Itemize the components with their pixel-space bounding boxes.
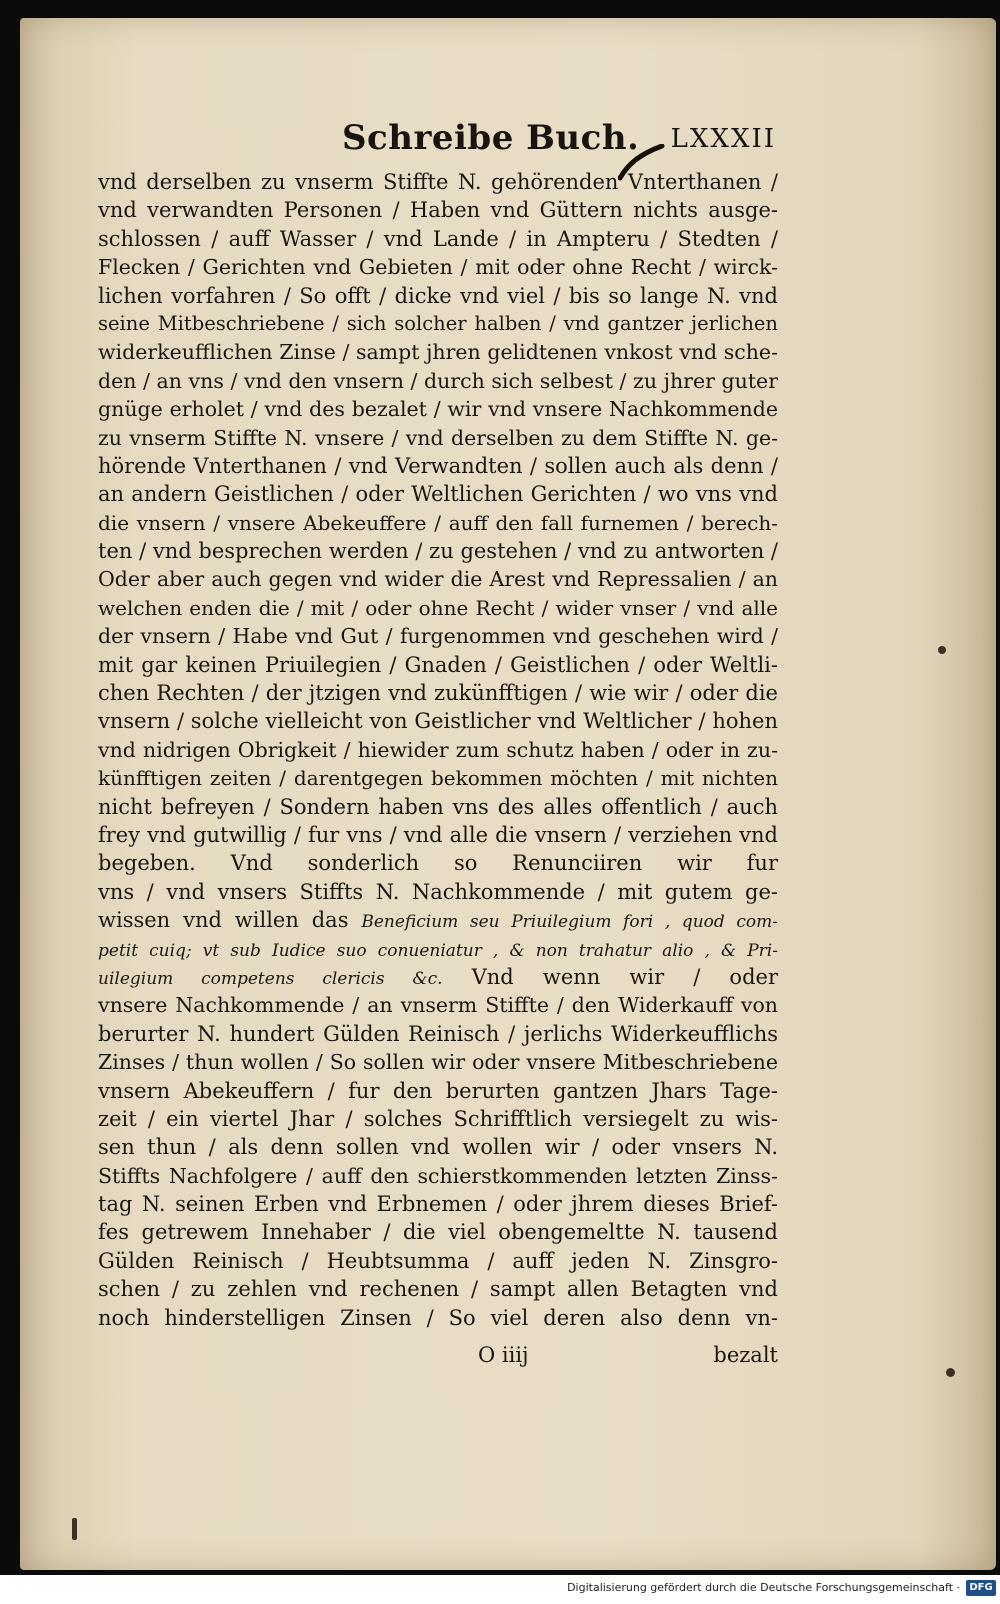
signature-mark: O iiij <box>478 1343 529 1367</box>
page-header <box>20 118 996 158</box>
text-line <box>98 168 778 196</box>
line-text: vnd derselben zu vnserm Stiffte N. gehörenden Vnterthanen / <box>98 170 778 194</box>
text-line <box>98 509 778 537</box>
line-text: vnsern / solche vielleicht von Geistlicher vnd Weltlicher / hohen <box>98 709 778 734</box>
text-line <box>98 991 778 1019</box>
text-line <box>98 338 778 366</box>
body-text <box>98 168 778 1332</box>
line-text: lichen vorfahren / So offt / dicke vnd viel / bis so lange N. vnd <box>98 283 778 308</box>
running-title: Schreibe Buch. <box>342 118 640 158</box>
text-line <box>98 821 778 849</box>
text-line <box>98 395 778 423</box>
text-line <box>98 935 778 963</box>
line-text: fes getrewem Innehaber / die viel obengemeltte N. tausend <box>98 1220 778 1245</box>
line-text: zu vnserm Stiffte N. vnsere / vnd derselben zu dem Stiffte N. ge- <box>98 425 778 450</box>
text-line <box>98 1190 778 1218</box>
text-line <box>98 282 778 310</box>
text-line <box>98 225 778 253</box>
speck <box>938 646 946 654</box>
line-text: Gülden Reinisch / Heubtsumma / auff jeden N. Zinsgro- <box>98 1248 778 1273</box>
line-text: Stiffts Nachfolgere / auff den schierstkommenden letzten Zinss- <box>98 1163 778 1188</box>
line-text: vnd nidrigen Obrigkeit / hiewider zum schutz haben / oder in zu- <box>98 737 778 762</box>
folio-number: LXXXII <box>670 124 776 154</box>
line-text: wissen vnd willen das <box>98 908 362 933</box>
line-text: sen thun / als denn sollen vnd wollen wir / oder vnsers N. <box>98 1135 778 1160</box>
line-text: gnüge erholet / vnd des bezalet / wir vnd vnsere Nachkommende <box>98 397 778 422</box>
text-line <box>98 906 778 934</box>
credit-text: Digitalisierung gefördert durch die Deutsche Forschungsgemeinschaft · <box>567 1581 960 1594</box>
text-line <box>98 849 778 877</box>
latin-text: uilegium competens clericis &c. <box>98 968 443 989</box>
text-line <box>98 1218 778 1246</box>
text-line <box>98 1020 778 1048</box>
line-text: tag N. seinen Erben vnd Erbnemen / oder jhrem dieses Brief- <box>98 1192 778 1217</box>
line-text: vnsere Nachkommende / an vnserm Stiffte / den Widerkauff von <box>98 993 778 1018</box>
text-line <box>98 480 778 508</box>
text-line <box>98 1304 778 1332</box>
text-line <box>98 1247 778 1275</box>
line-text: begeben. Vnd sonderlich so Renunciiren wir fur <box>98 851 778 876</box>
text-line <box>98 679 778 707</box>
line-text: frey vnd gutwillig / fur vns / vnd alle die vnsern / verziehen vnd <box>98 822 778 847</box>
text-line <box>98 736 778 764</box>
text-line <box>98 1162 778 1190</box>
text-line <box>98 793 778 821</box>
line-text: noch hinderstelligen Zinsen / So viel deren also denn vn- <box>98 1305 778 1330</box>
text-line <box>98 253 778 281</box>
line-text: die vnsern / vnsere Abekeuffere / auff den fall furnemen / berech- <box>98 510 778 535</box>
line-text: vnd verwandten Personen / Haben vnd Güttern nichts ausge- <box>98 198 778 223</box>
line-text: welchen enden die / mit / oder ohne Recht / wider vnser / vnd alle <box>98 595 778 620</box>
text-line <box>98 565 778 593</box>
text-line <box>98 622 778 650</box>
text-line <box>98 367 778 395</box>
line-text: der vnsern / Habe vnd Gut / furgenommen vnd geschehen wird / <box>98 624 778 649</box>
line-text: seine Mitbeschriebene / sich solcher halben / vnd gantzer jerlichen <box>98 311 778 335</box>
line-text: vns / vnd vnsers Stiffts N. Nachkommende / mit gutem ge- <box>98 879 778 904</box>
text-line <box>98 963 778 991</box>
text-line <box>98 764 778 792</box>
line-text: an andern Geistlichen / oder Weltlichen Gerichten / wo vns vnd <box>98 482 778 507</box>
line-text: Oder aber auch gegen vnd wider die Arest vnd Repressalien / an <box>98 567 778 592</box>
line-text: chen Rechten / der jtzigen vnd zukünfftigen / wie wir / oder die <box>98 681 778 706</box>
text-line <box>98 424 778 452</box>
text-line <box>98 1275 778 1303</box>
line-text: nicht befreyen / Sondern haben vns des alles offentlich / auch <box>98 794 778 819</box>
text-line <box>98 1105 778 1133</box>
text-line <box>98 1077 778 1105</box>
line-text: Flecken / Gerichten vnd Gebieten / mit oder ohne Recht / wirck- <box>98 255 778 280</box>
line-text: schen / zu zehlen vnd rechenen / sampt allen Betagten vnd <box>98 1277 778 1302</box>
speck <box>946 1368 955 1377</box>
line-text: künfftigen zeiten / darentgegen bekommen möchten / mit nichten <box>98 766 778 791</box>
latin-text: petit cuiq; vt sub Iudice suo conueniatur , & non trahatur alio , & Pri- <box>98 940 778 961</box>
dfg-logo: DFG <box>966 1580 996 1596</box>
line-text: widerkeufflichen Zinse / sampt jhren gelidtenen vnkost vnd sche- <box>98 340 778 365</box>
text-line <box>98 707 778 735</box>
text-line <box>98 196 778 224</box>
line-text: ten / vnd besprechen werden / zu gestehen / vnd zu antworten / <box>98 539 778 564</box>
book-page <box>20 18 996 1570</box>
line-text: vnsern Abekeuffern / fur den berurten gantzen Jhars Tage- <box>98 1078 778 1103</box>
line-text: hörende Vnterthanen / vnd Verwandten / sollen auch als denn / <box>98 453 778 478</box>
latin-text: Beneficium seu Priuilegium fori , quod com- <box>361 912 778 933</box>
catchword: bezalt <box>713 1343 778 1367</box>
text-line <box>98 594 778 622</box>
speck <box>72 1518 77 1540</box>
text-line <box>98 1133 778 1161</box>
text-line <box>98 310 778 338</box>
text-line <box>98 651 778 679</box>
text-line <box>98 537 778 565</box>
line-text: berurter N. hundert Gülden Reinisch / jerlichs Widerkeufflichs <box>98 1021 778 1046</box>
line-text: Zinses / thun wollen / So sollen wir oder vnsere Mitbeschriebene <box>98 1050 778 1075</box>
text-line <box>98 452 778 480</box>
line-text: mit gar keinen Priuilegien / Gnaden / Geistlichen / oder Weltli- <box>98 652 778 677</box>
text-line <box>98 878 778 906</box>
text-line <box>98 1048 778 1076</box>
line-text: den / an vns / vnd den vnsern / durch sich selbest / zu jhrer guter <box>98 368 778 393</box>
credit-bar <box>0 1575 1000 1604</box>
page-footer <box>98 1343 778 1373</box>
line-text: schlossen / auff Wasser / vnd Lande / in Ampteru / Stedten / <box>98 226 778 251</box>
line-text: zeit / ein viertel Jhar / solches Schrifftlich versiegelt zu wis- <box>98 1106 778 1131</box>
line-text: Vnd wenn wir / oder <box>442 964 778 989</box>
